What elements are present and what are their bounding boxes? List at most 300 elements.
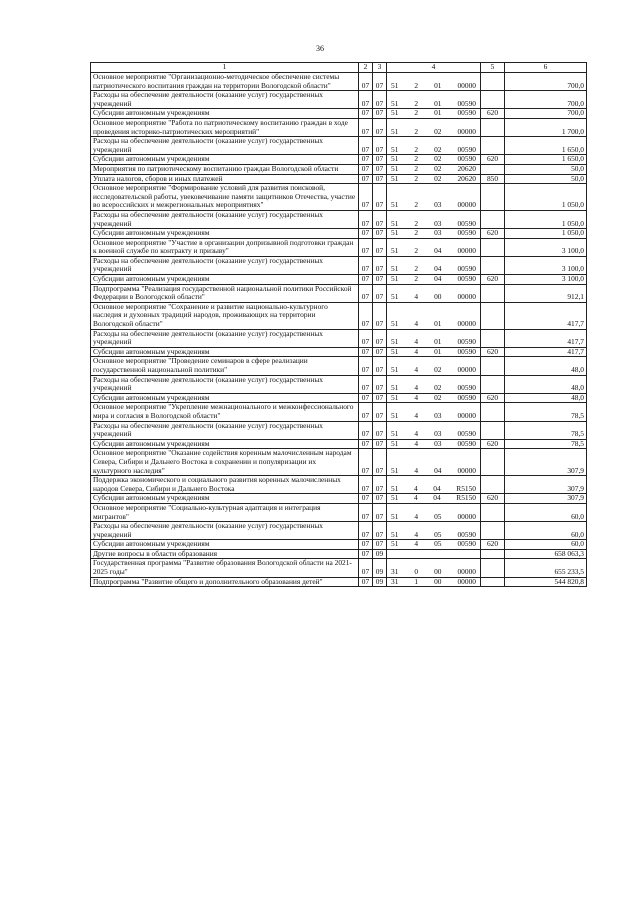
target-article-part: 00000 xyxy=(457,292,476,302)
target-article-part: 4 xyxy=(414,465,419,475)
target-article-part: 51 xyxy=(391,319,399,329)
expense-type-code: 620 xyxy=(481,347,505,357)
table-header-row xyxy=(91,63,587,73)
target-article-part: 01 xyxy=(434,98,442,108)
target-article-part: 00000 xyxy=(457,319,476,329)
row-name: Расходы на обеспечение деятельности (оказание услуг) государственных учреждений xyxy=(91,375,359,393)
target-article-part: 00590 xyxy=(457,429,476,439)
target-article-code xyxy=(387,184,481,211)
target-article-part: 01 xyxy=(434,80,442,90)
amount-value: 700,0 xyxy=(505,73,587,91)
expense-type-code: 620 xyxy=(481,155,505,165)
target-article-code xyxy=(387,137,481,155)
target-article-part: 20620 xyxy=(457,173,476,183)
row-name: Подпрограмма "Реализация государственной национальной политики Российской Федерации в Вологодской области" xyxy=(91,284,359,302)
expense-type-code xyxy=(481,284,505,302)
page-number: 36 xyxy=(316,44,324,53)
target-article-part: 51 xyxy=(391,98,399,108)
column-header: 5 xyxy=(481,63,505,73)
target-article-part: 00590 xyxy=(457,218,476,228)
target-article-part: 04 xyxy=(433,483,441,493)
subsection-code: 07 xyxy=(373,174,387,184)
row-name: Другие вопросы в области образования xyxy=(91,549,359,559)
target-article-code xyxy=(387,91,481,109)
expense-type-code xyxy=(481,238,505,256)
target-article-part: 51 xyxy=(391,337,399,347)
target-article-part: 05 xyxy=(434,511,442,521)
amount-value: 700,0 xyxy=(505,91,587,109)
section-code: 07 xyxy=(359,275,373,285)
expense-type-code: 620 xyxy=(481,109,505,119)
row-name: Субсидии автономным учреждениям xyxy=(91,439,359,449)
row-name: Расходы на обеспечение деятельности (оказание услуг) государственных учреждений xyxy=(91,522,359,540)
subsection-code: 09 xyxy=(373,549,387,559)
amount-value: 655 233,5 xyxy=(505,559,587,577)
target-article-part: 03 xyxy=(434,438,442,448)
target-article-part: 01 xyxy=(434,319,442,329)
column-header: 6 xyxy=(505,63,587,73)
target-article-part: 51 xyxy=(391,173,399,183)
expense-type-code xyxy=(481,421,505,439)
row-name: Поддержка экономического и социального развития коренных малочисленных народов Севера, Сибири и Дальнего Востока xyxy=(91,476,359,494)
amount-value: 307,9 xyxy=(505,476,587,494)
table-row xyxy=(91,238,587,256)
target-article-part: 4 xyxy=(413,493,418,503)
target-article-part: 00000 xyxy=(457,465,476,475)
target-article-part: 02 xyxy=(434,126,442,136)
expense-type-code: 620 xyxy=(481,393,505,403)
row-name: Основное мероприятие "Проведение семинаров в сфере реализации государственной национальной политики" xyxy=(91,357,359,375)
target-article-code xyxy=(387,393,481,403)
target-article-code xyxy=(387,347,481,357)
expense-type-code xyxy=(481,73,505,91)
expense-type-code xyxy=(481,476,505,494)
row-name: Субсидии автономным учреждениям xyxy=(91,540,359,550)
target-article-part: 51 xyxy=(391,529,399,539)
target-article-part: 2 xyxy=(414,274,419,284)
row-name: Государственная программа "Развитие образования Вологодской области на 2021-2025 годы" xyxy=(91,559,359,577)
target-article-part: 00000 xyxy=(457,576,476,586)
amount-value: 1 050,0 xyxy=(505,229,587,239)
target-article-part: 02 xyxy=(434,392,442,402)
subsection-code: 07 xyxy=(373,439,387,449)
target-article-part: 00590 xyxy=(457,274,476,284)
target-article-part: 00590 xyxy=(457,383,476,393)
target-article-part: 4 xyxy=(414,346,419,356)
target-article-part: 03 xyxy=(434,228,442,238)
section-code: 07 xyxy=(359,73,373,91)
target-article-part: 51 xyxy=(391,108,399,118)
expense-type-code xyxy=(481,375,505,393)
subsection-code: 07 xyxy=(373,229,387,239)
target-article-part: 51 xyxy=(391,383,399,393)
subsection-code: 07 xyxy=(373,302,387,329)
expense-type-code xyxy=(481,164,505,174)
subsection-code: 07 xyxy=(373,109,387,119)
row-name: Основное мероприятие "Сохранение и развитие национально-культурного наследия и духовных традиций народов, проживающих на территории Вологодской области" xyxy=(91,302,359,329)
target-article-code xyxy=(387,118,481,136)
target-article-part: 2 xyxy=(414,246,419,256)
amount-value: 48,0 xyxy=(505,357,587,375)
target-article-part: 51 xyxy=(391,429,399,439)
row-name: Субсидии автономным учреждениям xyxy=(91,494,359,504)
table-row xyxy=(91,275,587,285)
target-article-part: 00 xyxy=(434,567,442,577)
target-article-part: 00590 xyxy=(457,264,476,274)
target-article-code xyxy=(387,577,481,587)
amount-value: 417,7 xyxy=(505,347,587,357)
amount-value: 307,9 xyxy=(505,494,587,504)
target-article-code xyxy=(387,549,481,559)
section-code: 07 xyxy=(359,284,373,302)
target-article-part: 51 xyxy=(391,218,399,228)
target-article-part: 00000 xyxy=(457,567,476,577)
row-name: Основное мероприятие "Социально-культурная адаптация и интеграция мигрантов" xyxy=(91,503,359,521)
table-row xyxy=(91,73,587,91)
section-code: 07 xyxy=(359,503,373,521)
target-article-part: R5150 xyxy=(456,493,476,503)
expense-type-code xyxy=(481,91,505,109)
target-article-part: 00590 xyxy=(457,228,476,238)
table-row xyxy=(91,137,587,155)
target-article-code xyxy=(387,329,481,347)
target-article-part: 03 xyxy=(434,218,442,228)
expense-type-code xyxy=(481,184,505,211)
target-article-part: 00 xyxy=(434,292,442,302)
amount-value: 78,5 xyxy=(505,403,587,421)
target-article-part: R5150 xyxy=(456,483,476,493)
subsection-code: 07 xyxy=(373,421,387,439)
target-article-part: 4 xyxy=(414,337,419,347)
subsection-code: 07 xyxy=(373,256,387,274)
table-row xyxy=(91,302,587,329)
section-code: 07 xyxy=(359,421,373,439)
target-article-part: 4 xyxy=(414,292,419,302)
target-article-part: 02 xyxy=(434,173,442,183)
amount-value: 60,0 xyxy=(505,503,587,521)
amount-value: 60,0 xyxy=(505,540,587,550)
target-article-part: 2 xyxy=(414,154,419,164)
target-article-part: 00000 xyxy=(457,246,476,256)
target-article-part: 00000 xyxy=(457,126,476,136)
target-article-part: 31 xyxy=(391,576,399,586)
subsection-code: 07 xyxy=(373,155,387,165)
section-code: 07 xyxy=(359,256,373,274)
row-name: Основное мероприятие "Формирование условий для развития поисковой, исследовательской работы, увековечивание памяти защитников Отечества, участие во всероссийских и межрегиональных мероприятиях" xyxy=(91,184,359,211)
target-article-part: 51 xyxy=(391,483,399,493)
expense-type-code: 620 xyxy=(481,540,505,550)
expense-type-code xyxy=(481,403,505,421)
section-code: 07 xyxy=(359,375,373,393)
target-article-part: 00590 xyxy=(457,154,476,164)
target-article-part: 00590 xyxy=(457,98,476,108)
table-row xyxy=(91,118,587,136)
target-article-part: 01 xyxy=(434,337,442,347)
target-article-code xyxy=(387,256,481,274)
row-name: Основное мероприятие "Работа по патриотическому воспитанию граждан в ходе проведения историко-патриотических мероприятий" xyxy=(91,118,359,136)
target-article-code xyxy=(387,155,481,165)
table-row xyxy=(91,229,587,239)
target-article-part: 03 xyxy=(434,200,442,210)
row-name: Расходы на обеспечение деятельности (оказание услуг) государственных учреждений xyxy=(91,421,359,439)
target-article-part: 00000 xyxy=(457,365,476,374)
table-row xyxy=(91,559,587,577)
expense-type-code: 620 xyxy=(481,494,505,504)
target-article-code xyxy=(387,439,481,449)
target-article-part: 4 xyxy=(413,483,418,493)
target-article-code xyxy=(387,421,481,439)
amount-value: 3 100,0 xyxy=(505,256,587,274)
target-article-part: 02 xyxy=(434,144,442,154)
expense-type-code xyxy=(481,577,505,587)
row-name: Субсидии автономным учреждениям xyxy=(91,393,359,403)
table-row xyxy=(91,164,587,174)
row-name: Основное мероприятие "Оказание содействия коренным малочисленным народам Севера, Сибири и Дальнего Востока в сохранении и популяризации их культурного наследия" xyxy=(91,449,359,476)
target-article-part: 51 xyxy=(391,144,399,154)
target-article-part: 04 xyxy=(433,493,441,503)
subsection-code: 07 xyxy=(373,284,387,302)
target-article-part: 00590 xyxy=(457,346,476,356)
subsection-code: 07 xyxy=(373,210,387,228)
table-row xyxy=(91,503,587,521)
table-row xyxy=(91,449,587,476)
row-name: Расходы на обеспечение деятельности (оказание услуг) государственных учреждений xyxy=(91,91,359,109)
target-article-part: 4 xyxy=(414,429,419,439)
target-article-part: 51 xyxy=(391,292,399,302)
amount-value: 60,0 xyxy=(505,522,587,540)
target-article-part: 2 xyxy=(414,108,419,118)
target-article-part: 51 xyxy=(391,126,399,136)
amount-value: 658 063,3 xyxy=(505,549,587,559)
target-article-code xyxy=(387,494,481,504)
subsection-code: 07 xyxy=(373,449,387,476)
subsection-code: 09 xyxy=(373,577,387,587)
subsection-code: 07 xyxy=(373,347,387,357)
target-article-part: 51 xyxy=(391,410,399,420)
subsection-code: 07 xyxy=(373,118,387,136)
target-article-part: 00 xyxy=(434,576,442,586)
target-article-part: 2 xyxy=(414,173,419,183)
subsection-code: 07 xyxy=(373,73,387,91)
target-article-code xyxy=(387,540,481,550)
subsection-code: 07 xyxy=(373,91,387,109)
section-code: 07 xyxy=(359,403,373,421)
table-row xyxy=(91,540,587,550)
target-article-part: 51 xyxy=(391,228,399,238)
target-article-part: 02 xyxy=(434,163,442,173)
amount-value: 48,0 xyxy=(505,393,587,403)
target-article-part: 0 xyxy=(414,567,419,577)
row-name: Основное мероприятие "Организационно-методическое обеспечение системы патриотического воспитания граждан на территории Вологодской области" xyxy=(91,73,359,91)
table-row xyxy=(91,522,587,540)
table-row xyxy=(91,284,587,302)
target-article-part: 4 xyxy=(414,392,419,402)
target-article-code xyxy=(387,238,481,256)
row-name: Основное мероприятие "Участие в организации допризывной подготовки граждан к военной службе по контракту и призыву" xyxy=(91,238,359,256)
amount-value: 78,5 xyxy=(505,421,587,439)
column-header: 1 xyxy=(91,63,359,73)
row-name: Расходы на обеспечение деятельности (оказание услуг) государственных учреждений xyxy=(91,329,359,347)
subsection-code: 07 xyxy=(373,137,387,155)
section-code: 07 xyxy=(359,439,373,449)
target-article-code xyxy=(387,357,481,375)
section-code: 07 xyxy=(359,302,373,329)
table-row xyxy=(91,421,587,439)
target-article-part: 00000 xyxy=(457,200,476,210)
amount-value: 700,0 xyxy=(505,109,587,119)
section-code: 07 xyxy=(359,229,373,239)
target-article-part: 00590 xyxy=(457,108,476,118)
target-article-part: 00590 xyxy=(457,529,476,539)
subsection-code: 07 xyxy=(373,476,387,494)
table-row xyxy=(91,329,587,347)
table-row xyxy=(91,494,587,504)
subsection-code: 07 xyxy=(373,540,387,550)
budget-table xyxy=(90,62,587,587)
section-code: 07 xyxy=(359,522,373,540)
target-article-part: 4 xyxy=(414,511,419,521)
target-article-part: 4 xyxy=(414,539,419,549)
target-article-part: 51 xyxy=(391,365,399,374)
expense-type-code xyxy=(481,522,505,540)
target-article-part: 03 xyxy=(434,410,442,420)
target-article-part: 51 xyxy=(391,346,399,356)
target-article-code xyxy=(387,375,481,393)
target-article-part: 2 xyxy=(414,264,419,274)
target-article-part: 01 xyxy=(434,108,442,118)
target-article-part: 2 xyxy=(414,144,419,154)
expense-type-code xyxy=(481,302,505,329)
target-article-code xyxy=(387,503,481,521)
subsection-code: 07 xyxy=(373,393,387,403)
section-code: 07 xyxy=(359,357,373,375)
subsection-code: 09 xyxy=(373,559,387,577)
target-article-part: 00590 xyxy=(457,438,476,448)
section-code: 07 xyxy=(359,109,373,119)
target-article-part: 02 xyxy=(434,365,442,374)
amount-value: 1 700,0 xyxy=(505,118,587,136)
section-code: 07 xyxy=(359,184,373,211)
target-article-code xyxy=(387,164,481,174)
target-article-part: 51 xyxy=(391,392,399,402)
row-name: Мероприятия по патриотическому воспитанию граждан Вологодской области xyxy=(91,164,359,174)
target-article-part: 2 xyxy=(414,200,419,210)
target-article-part: 04 xyxy=(434,246,442,256)
target-article-code xyxy=(387,403,481,421)
target-article-part: 1 xyxy=(414,576,419,586)
target-article-part: 4 xyxy=(414,365,419,374)
target-article-part: 01 xyxy=(434,346,442,356)
target-article-part: 2 xyxy=(414,98,419,108)
section-code: 07 xyxy=(359,347,373,357)
table-row xyxy=(91,577,587,587)
amount-value: 417,7 xyxy=(505,302,587,329)
section-code: 07 xyxy=(359,329,373,347)
amount-value: 307,9 xyxy=(505,449,587,476)
section-code: 07 xyxy=(359,164,373,174)
target-article-part: 02 xyxy=(434,383,442,393)
row-name: Подпрограмма "Развитие общего и дополнительного образования детей" xyxy=(91,577,359,587)
subsection-code: 07 xyxy=(373,522,387,540)
subsection-code: 07 xyxy=(373,238,387,256)
amount-value: 544 820,8 xyxy=(505,577,587,587)
target-article-part: 05 xyxy=(434,529,442,539)
expense-type-code: 620 xyxy=(481,275,505,285)
subsection-code: 07 xyxy=(373,184,387,211)
row-name: Субсидии автономным учреждениям xyxy=(91,229,359,239)
target-article-code xyxy=(387,229,481,239)
row-name: Расходы на обеспечение деятельности (оказание услуг) государственных учреждений xyxy=(91,137,359,155)
row-name: Субсидии автономным учреждениям xyxy=(91,155,359,165)
target-article-part: 04 xyxy=(434,264,442,274)
section-code: 07 xyxy=(359,210,373,228)
target-article-part: 03 xyxy=(434,429,442,439)
target-article-part: 51 xyxy=(391,264,399,274)
section-code: 07 xyxy=(359,238,373,256)
expense-type-code xyxy=(481,559,505,577)
target-article-part: 31 xyxy=(391,567,399,577)
expense-type-code xyxy=(481,137,505,155)
expense-type-code xyxy=(481,210,505,228)
subsection-code: 07 xyxy=(373,403,387,421)
amount-value: 48,0 xyxy=(505,375,587,393)
section-code: 07 xyxy=(359,476,373,494)
amount-value: 50,0 xyxy=(505,174,587,184)
expense-type-code xyxy=(481,256,505,274)
section-code: 07 xyxy=(359,449,373,476)
expense-type-code xyxy=(481,449,505,476)
target-article-part: 51 xyxy=(391,80,399,90)
section-code: 07 xyxy=(359,393,373,403)
expense-type-code xyxy=(481,503,505,521)
target-article-part: 51 xyxy=(391,154,399,164)
target-article-part: 2 xyxy=(414,218,419,228)
target-article-part: 51 xyxy=(391,200,399,210)
table-row xyxy=(91,155,587,165)
subsection-code: 07 xyxy=(373,375,387,393)
row-name: Субсидии автономным учреждениям xyxy=(91,347,359,357)
section-code: 07 xyxy=(359,559,373,577)
target-article-code xyxy=(387,476,481,494)
row-name: Уплата налогов, сборов и иных платежей xyxy=(91,174,359,184)
target-article-part: 51 xyxy=(391,511,399,521)
section-code: 07 xyxy=(359,174,373,184)
target-article-part: 51 xyxy=(391,163,399,173)
target-article-code xyxy=(387,449,481,476)
table-row xyxy=(91,403,587,421)
amount-value: 3 100,0 xyxy=(505,275,587,285)
row-name: Расходы на обеспечение деятельности (оказание услуг) государственных учреждений xyxy=(91,256,359,274)
table-row xyxy=(91,476,587,494)
target-article-part: 00590 xyxy=(457,144,476,154)
table-row xyxy=(91,184,587,211)
target-article-part: 00590 xyxy=(457,392,476,402)
target-article-part: 2 xyxy=(414,80,419,90)
subsection-code: 07 xyxy=(373,164,387,174)
target-article-part: 4 xyxy=(414,319,419,329)
target-article-part: 51 xyxy=(391,274,399,284)
target-article-part: 51 xyxy=(391,465,399,475)
expense-type-code xyxy=(481,549,505,559)
target-article-part: 20620 xyxy=(457,163,476,173)
target-article-part: 02 xyxy=(434,154,442,164)
expense-type-code: 620 xyxy=(481,439,505,449)
section-code: 07 xyxy=(359,540,373,550)
subsection-code: 07 xyxy=(373,357,387,375)
target-article-part: 04 xyxy=(434,274,442,284)
target-article-part: 51 xyxy=(391,438,399,448)
amount-value: 912,1 xyxy=(505,284,587,302)
